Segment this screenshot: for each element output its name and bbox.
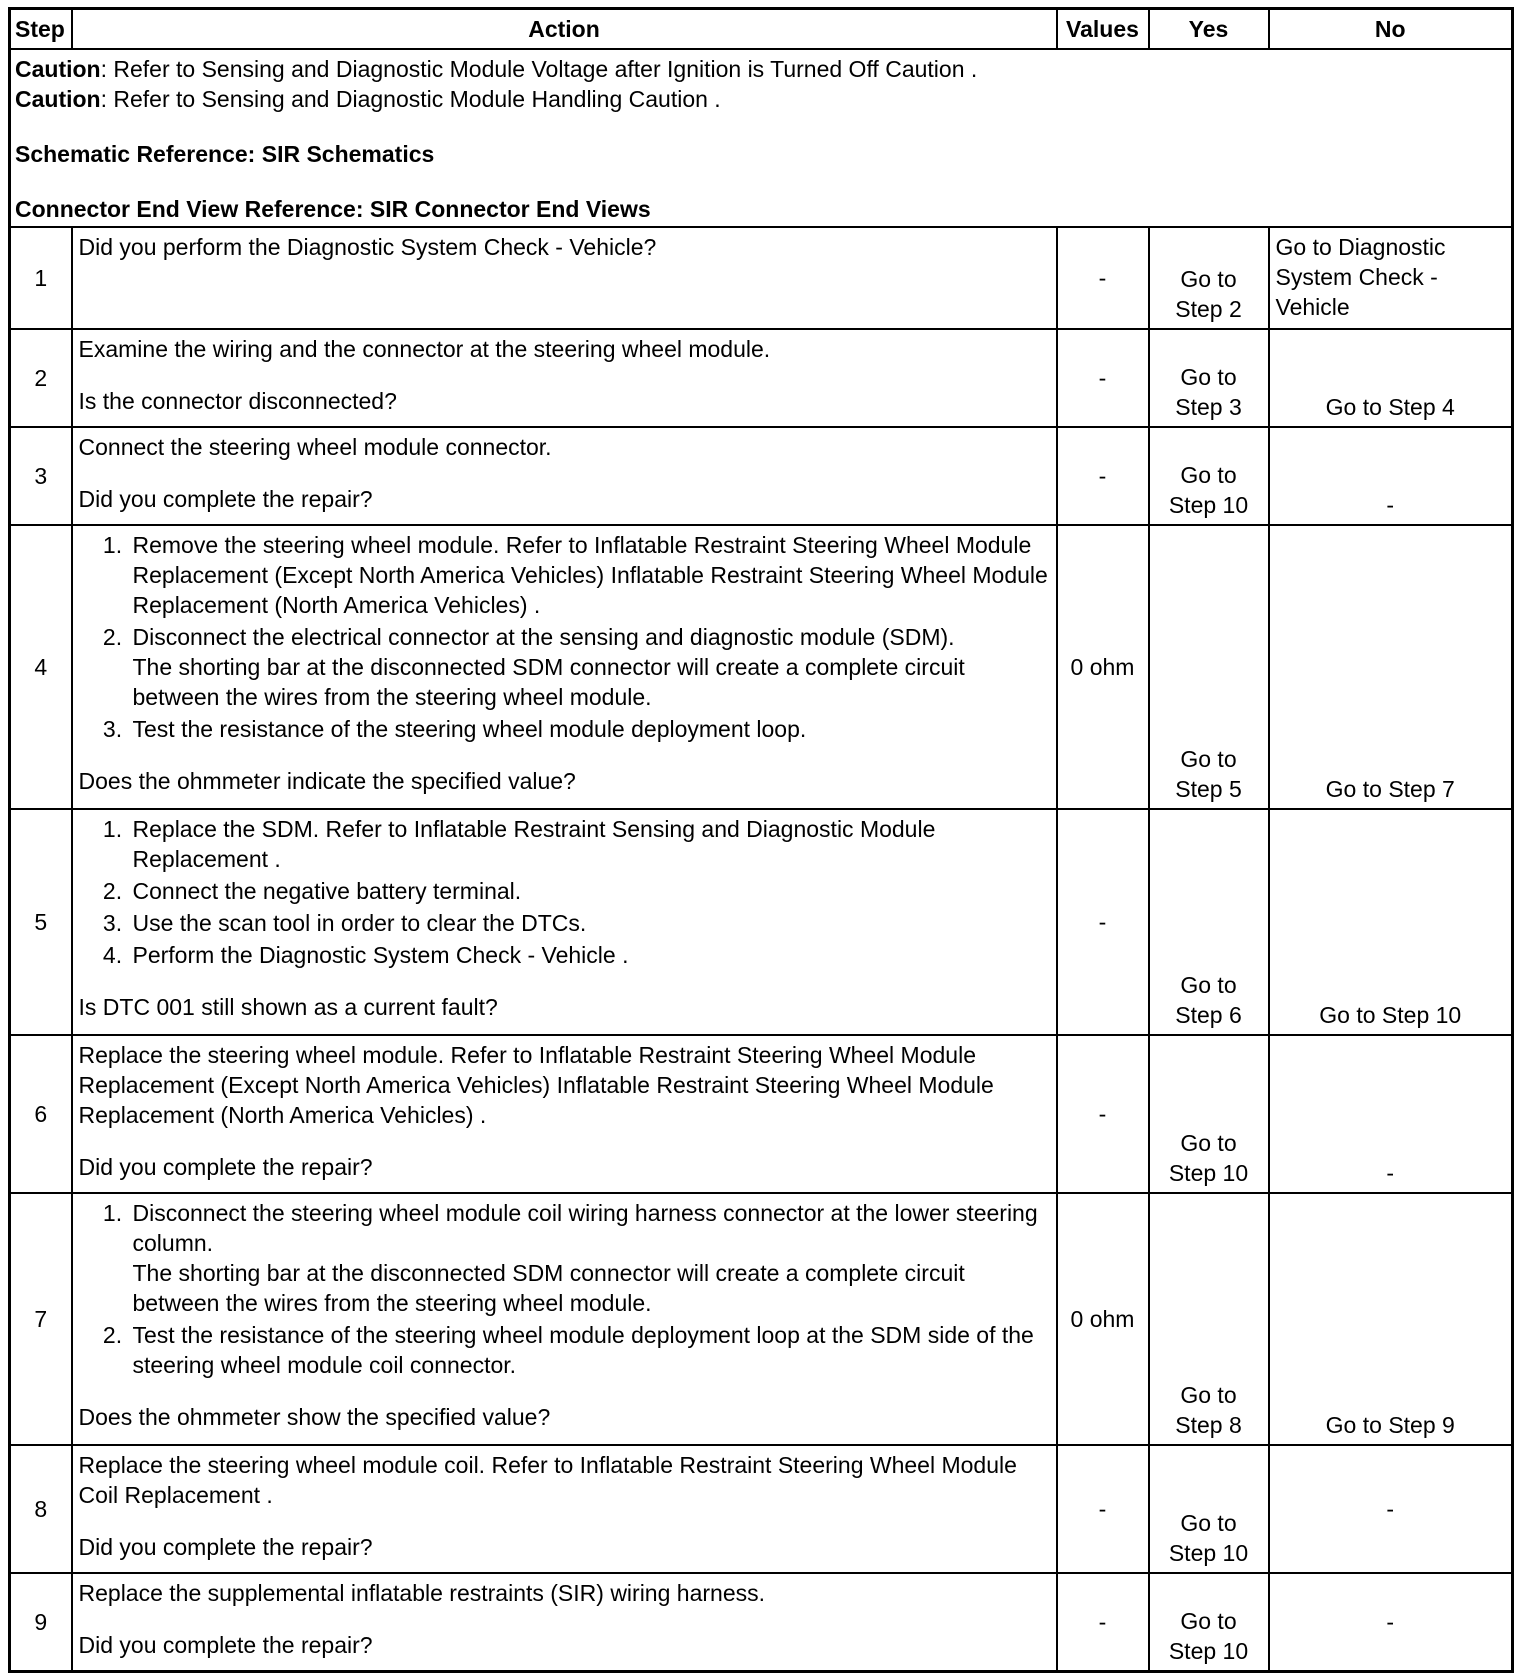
step-number: 1: [10, 227, 72, 329]
schematic-reference: Schematic Reference: SIR Schematics: [15, 141, 435, 167]
caution-text: : Refer to Sensing and Diagnostic Module Handling Caution .: [100, 86, 721, 112]
list-item: 2. Disconnect the electrical connector at the sensing and diagnostic module (SDM). The shorting bar at the disconnected SDM connector will create a complete circuit between the wires from the steering wheel module.: [129, 622, 1050, 712]
list-item: 3. Use the scan tool in order to clear the DTCs.: [129, 908, 1050, 938]
caution-label: Caution: [15, 86, 101, 112]
action-cell: [72, 1035, 1057, 1193]
yes-cell: Go to Step 10: [1149, 1035, 1269, 1193]
action-steps-list: [79, 1198, 1050, 1380]
values-cell: -: [1057, 1035, 1149, 1193]
table-row: [10, 1193, 1513, 1445]
action-steps-list: [79, 530, 1050, 744]
action-cell: [72, 1573, 1057, 1671]
list-item: 1. Remove the steering wheel module. Refer to Inflatable Restraint Steering Wheel Module Replacement (Except North America Vehicles) Inflatable Restraint Steering Wheel Module Replacement (North America Vehicles) .: [129, 530, 1050, 620]
action-cell: [72, 427, 1057, 525]
notes-cell: [10, 49, 1513, 227]
action-text: Replace the steering wheel module. Refer to Inflatable Restraint Steering Wheel Module Replacement (Except North America Vehicles) Inflatable Restraint Steering Wheel Module Replacement (North America Vehicles) .: [78, 1042, 994, 1128]
yes-cell: Go to Step 10: [1149, 427, 1269, 525]
header-step: Step: [10, 9, 72, 50]
list-item-note: The shorting bar at the disconnected SDM connector will create a complete circuit between the wires from the steering wheel module.: [132, 654, 965, 710]
header-row: [10, 9, 1513, 50]
no-cell: Go to Diagnostic System Check - Vehicle: [1269, 227, 1513, 329]
table-row: [10, 1445, 1513, 1573]
no-cell: Go to Step 4: [1269, 329, 1513, 427]
action-question: Did you complete the repair?: [78, 1632, 373, 1658]
yes-cell: Go to Step 3: [1149, 329, 1269, 427]
list-item: 1. Disconnect the steering wheel module coil wiring harness connector at the lower steering column. The shorting bar at the disconnected SDM connector will create a complete circuit between the wires from the steering wheel module.: [129, 1198, 1050, 1318]
action-text: Replace the supplemental inflatable restraints (SIR) wiring harness.: [78, 1580, 765, 1606]
list-item: 3. Test the resistance of the steering wheel module deployment loop.: [129, 714, 1050, 744]
action-question: Did you complete the repair?: [78, 486, 373, 512]
no-cell: -: [1269, 427, 1513, 525]
action-question: Did you complete the repair?: [78, 1154, 373, 1180]
header-values: Values: [1057, 9, 1149, 50]
header-yes: Yes: [1149, 9, 1269, 50]
yes-cell: Go to Step 5: [1149, 525, 1269, 809]
action-steps-list: [79, 814, 1050, 970]
action-text: Examine the wiring and the connector at the steering wheel module.: [78, 336, 771, 362]
list-item: 2. Connect the negative battery terminal.: [129, 876, 1050, 906]
header-no: No: [1269, 9, 1513, 50]
step-number: 5: [10, 809, 72, 1035]
values-cell: -: [1057, 227, 1149, 329]
diagnostic-table-container: [8, 7, 1511, 1673]
action-question: Is the connector disconnected?: [78, 388, 397, 414]
step-number: 7: [10, 1193, 72, 1445]
yes-cell: Go to Step 2: [1149, 227, 1269, 329]
action-cell: [72, 1193, 1057, 1445]
action-question: Is DTC 001 still shown as a current fault?: [78, 994, 498, 1020]
action-text: Replace the steering wheel module coil. Refer to Inflatable Restraint Steering Wheel Module Coil Replacement .: [78, 1452, 1017, 1508]
values-cell: -: [1057, 1445, 1149, 1573]
action-cell: [72, 329, 1057, 427]
action-cell: [72, 809, 1057, 1035]
action-text: Did you perform the Diagnostic System Check - Vehicle?: [78, 234, 657, 260]
table-row: [10, 809, 1513, 1035]
yes-cell: Go to Step 8: [1149, 1193, 1269, 1445]
no-cell: Go to Step 10: [1269, 809, 1513, 1035]
step-number: 6: [10, 1035, 72, 1193]
step-number: 4: [10, 525, 72, 809]
no-cell: -: [1269, 1035, 1513, 1193]
values-cell: -: [1057, 427, 1149, 525]
table-row: [10, 427, 1513, 525]
table-row: [10, 525, 1513, 809]
action-question: Does the ohmmeter indicate the specified value?: [78, 768, 576, 794]
caution-2: [15, 84, 1507, 114]
table-row: [10, 329, 1513, 427]
action-cell: [72, 525, 1057, 809]
yes-cell: Go to Step 10: [1149, 1445, 1269, 1573]
notes-row: [10, 49, 1513, 227]
yes-cell: Go to Step 6: [1149, 809, 1269, 1035]
table-row: [10, 1035, 1513, 1193]
values-cell: -: [1057, 329, 1149, 427]
list-item: 1. Replace the SDM. Refer to Inflatable Restraint Sensing and Diagnostic Module Replacement .: [129, 814, 1050, 874]
diagnostic-table: [8, 7, 1514, 1673]
list-item: 2. Test the resistance of the steering wheel module deployment loop at the SDM side of the steering wheel module coil connector.: [129, 1320, 1050, 1380]
values-cell: 0 ohm: [1057, 1193, 1149, 1445]
no-cell: Go to Step 7: [1269, 525, 1513, 809]
table-row: [10, 227, 1513, 329]
step-number: 3: [10, 427, 72, 525]
step-number: 2: [10, 329, 72, 427]
caution-label: Caution: [15, 56, 101, 82]
caution-1: [15, 54, 1507, 84]
no-cell: Go to Step 9: [1269, 1193, 1513, 1445]
action-text: Connect the steering wheel module connector.: [78, 434, 552, 460]
header-action: Action: [72, 9, 1057, 50]
no-cell: -: [1269, 1573, 1513, 1671]
values-cell: -: [1057, 809, 1149, 1035]
table-row: [10, 1573, 1513, 1671]
action-question: Did you complete the repair?: [78, 1534, 373, 1560]
caution-text: : Refer to Sensing and Diagnostic Module Voltage after Ignition is Turned Off Caution .: [100, 56, 978, 82]
connector-reference: Connector End View Reference: SIR Connector End Views: [15, 196, 651, 222]
step-number: 8: [10, 1445, 72, 1573]
values-cell: 0 ohm: [1057, 525, 1149, 809]
list-item-note: The shorting bar at the disconnected SDM connector will create a complete circuit between the wires from the steering wheel module.: [132, 1260, 965, 1316]
no-cell: -: [1269, 1445, 1513, 1573]
action-question: Does the ohmmeter show the specified value?: [78, 1404, 551, 1430]
action-cell: [72, 1445, 1057, 1573]
step-number: 9: [10, 1573, 72, 1671]
values-cell: -: [1057, 1573, 1149, 1671]
yes-cell: Go to Step 10: [1149, 1573, 1269, 1671]
action-cell: [72, 227, 1057, 329]
list-item: 4. Perform the Diagnostic System Check - Vehicle .: [129, 940, 1050, 970]
